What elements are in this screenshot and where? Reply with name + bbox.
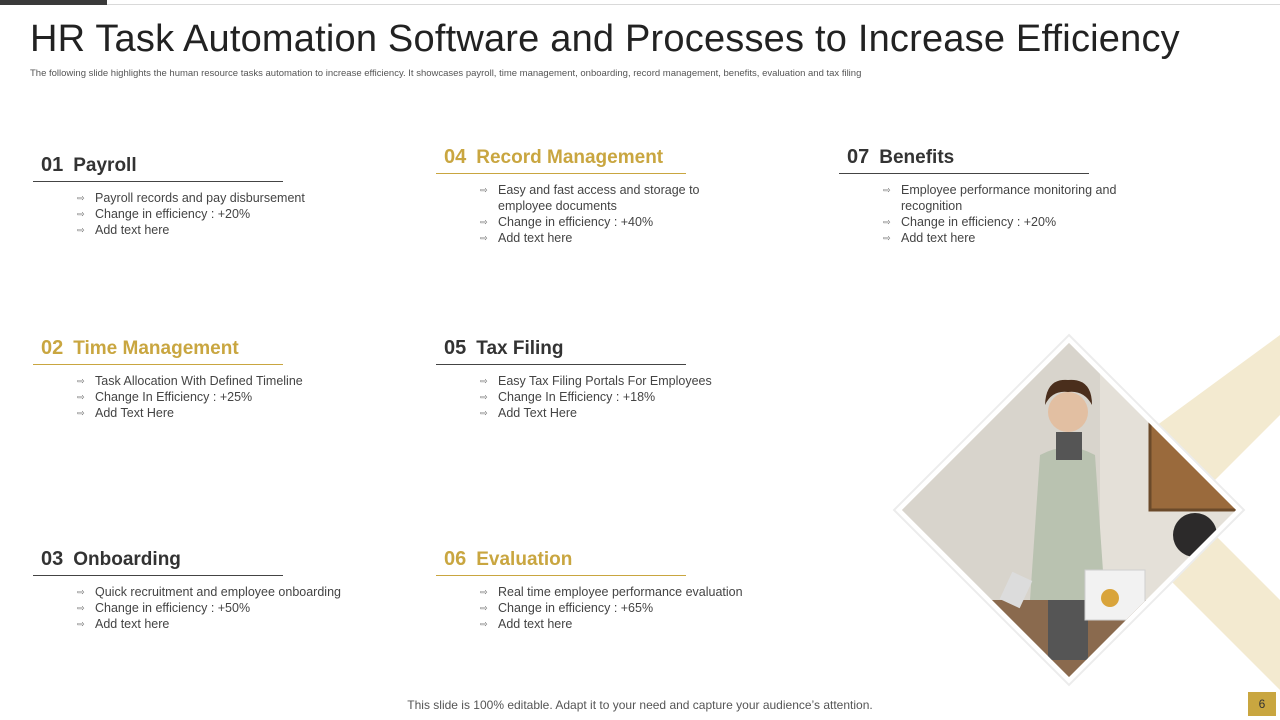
arrow-right-icon: ⇨ [77, 376, 85, 386]
slide-title: HR Task Automation Software and Processes to Increase Efficiency [30, 18, 1180, 60]
footer-note: This slide is 100% editable. Adapt it to your need and capture your audience’s attention. [407, 698, 873, 712]
arrow-right-icon: ⇨ [77, 603, 85, 613]
arrow-right-icon: ⇨ [480, 233, 488, 243]
section-number: 05 [444, 337, 467, 359]
bullet-list [436, 584, 796, 632]
arrow-right-icon: ⇨ [77, 408, 85, 418]
bullet-list [436, 373, 796, 421]
section-tax-filing [436, 337, 796, 421]
section-title: Time Management [73, 338, 239, 359]
pale-stripe [1130, 335, 1280, 525]
bullet-list [839, 182, 1133, 246]
section-number: 06 [444, 548, 467, 570]
bullet-item: ⇨ Add text here [480, 617, 573, 631]
bullet-item: ⇨ Add text here [77, 223, 170, 237]
section-number: 01 [41, 154, 64, 176]
arrow-right-icon: ⇨ [883, 185, 891, 195]
arrow-right-icon: ⇨ [77, 209, 85, 219]
section-title: Evaluation [476, 549, 573, 570]
section-number: 02 [41, 337, 64, 359]
section-header [436, 548, 686, 576]
section-header [33, 548, 283, 576]
section-benefits [839, 146, 1199, 246]
bullet-item: ⇨ Real time employee performance evaluation [480, 585, 743, 599]
bullet-item: ⇨ Add text here [883, 231, 976, 245]
section-title: Onboarding [73, 549, 181, 570]
bullet-item: ⇨ Easy Tax Filing Portals For Employees [480, 374, 712, 388]
section-title: Record Management [476, 147, 664, 168]
bullet-item: ⇨ Payroll records and pay disbursement [77, 191, 305, 205]
arrow-right-icon: ⇨ [480, 392, 488, 402]
arrow-right-icon: ⇨ [77, 392, 85, 402]
arrow-right-icon: ⇨ [480, 185, 488, 195]
arrow-right-icon: ⇨ [480, 217, 488, 227]
diamond-frame [894, 335, 1244, 685]
bullet-item: ⇨ Add text here [77, 617, 170, 631]
bullet-list [33, 190, 393, 238]
section-number: 04 [444, 146, 467, 168]
bullet-item: ⇨ Change In Efficiency : +18% [480, 390, 656, 404]
arrow-right-icon: ⇨ [77, 619, 85, 629]
arrow-right-icon: ⇨ [480, 603, 488, 613]
bullet-item: ⇨ Add Text Here [480, 406, 577, 420]
pale-stripe [1110, 470, 1280, 690]
bullet-item: ⇨ Change In Efficiency : +25% [77, 390, 253, 404]
bullet-item: ⇨ Change in efficiency : +20% [77, 207, 251, 221]
section-header [33, 337, 283, 365]
bullet-item: ⇨ Add text here [480, 231, 573, 245]
bullet-item: ⇨ Change in efficiency : +20% [883, 215, 1057, 229]
section-onboarding [33, 548, 393, 632]
arrow-right-icon: ⇨ [480, 587, 488, 597]
bullet-item: ⇨ Add Text Here [77, 406, 174, 420]
arrow-right-icon: ⇨ [77, 225, 85, 235]
page-number: 6 [1248, 692, 1276, 716]
section-header [839, 146, 1089, 174]
bullet-list [436, 182, 730, 246]
section-evaluation [436, 548, 796, 632]
arrow-right-icon: ⇨ [883, 217, 891, 227]
section-header [436, 146, 686, 174]
bullet-item: ⇨ Change in efficiency : +50% [77, 601, 251, 615]
section-header [33, 154, 283, 182]
section-number: 07 [847, 146, 870, 168]
bullet-list [33, 373, 393, 421]
section-record-management [436, 146, 796, 246]
bullet-item: ⇨ Change in efficiency : +40% [480, 215, 654, 229]
arrow-right-icon: ⇨ [77, 193, 85, 203]
bullet-item: ⇨ Change in efficiency : +65% [480, 601, 654, 615]
bullet-list [33, 584, 393, 632]
section-number: 03 [41, 548, 64, 570]
slide-subtitle: The following slide highlights the human resource tasks automation to increase efficiency. It showcases payroll, time management, onboarding, record management, benefits, evaluation and tax filing [30, 68, 862, 79]
section-title: Benefits [879, 147, 955, 168]
bullet-item: ⇨ Quick recruitment and employee onboarding [77, 585, 341, 599]
arrow-right-icon: ⇨ [480, 619, 488, 629]
section-title: Tax Filing [476, 338, 564, 359]
top-accent-bar [0, 0, 107, 5]
section-header [436, 337, 686, 365]
arrow-right-icon: ⇨ [77, 587, 85, 597]
bullet-item: ⇨ Easy and fast access and storage to employee documents [480, 183, 700, 213]
bullet-item: ⇨ Task Allocation With Defined Timeline [77, 374, 303, 388]
top-rule [107, 4, 1280, 5]
employee-photo [880, 330, 1260, 690]
bullet-item: ⇨ Employee performance monitoring and recognition [883, 183, 1117, 213]
arrow-right-icon: ⇨ [480, 408, 488, 418]
section-title: Payroll [73, 155, 137, 176]
arrow-right-icon: ⇨ [480, 376, 488, 386]
section-time-management [33, 337, 393, 421]
arrow-right-icon: ⇨ [883, 233, 891, 243]
section-payroll [33, 154, 393, 238]
